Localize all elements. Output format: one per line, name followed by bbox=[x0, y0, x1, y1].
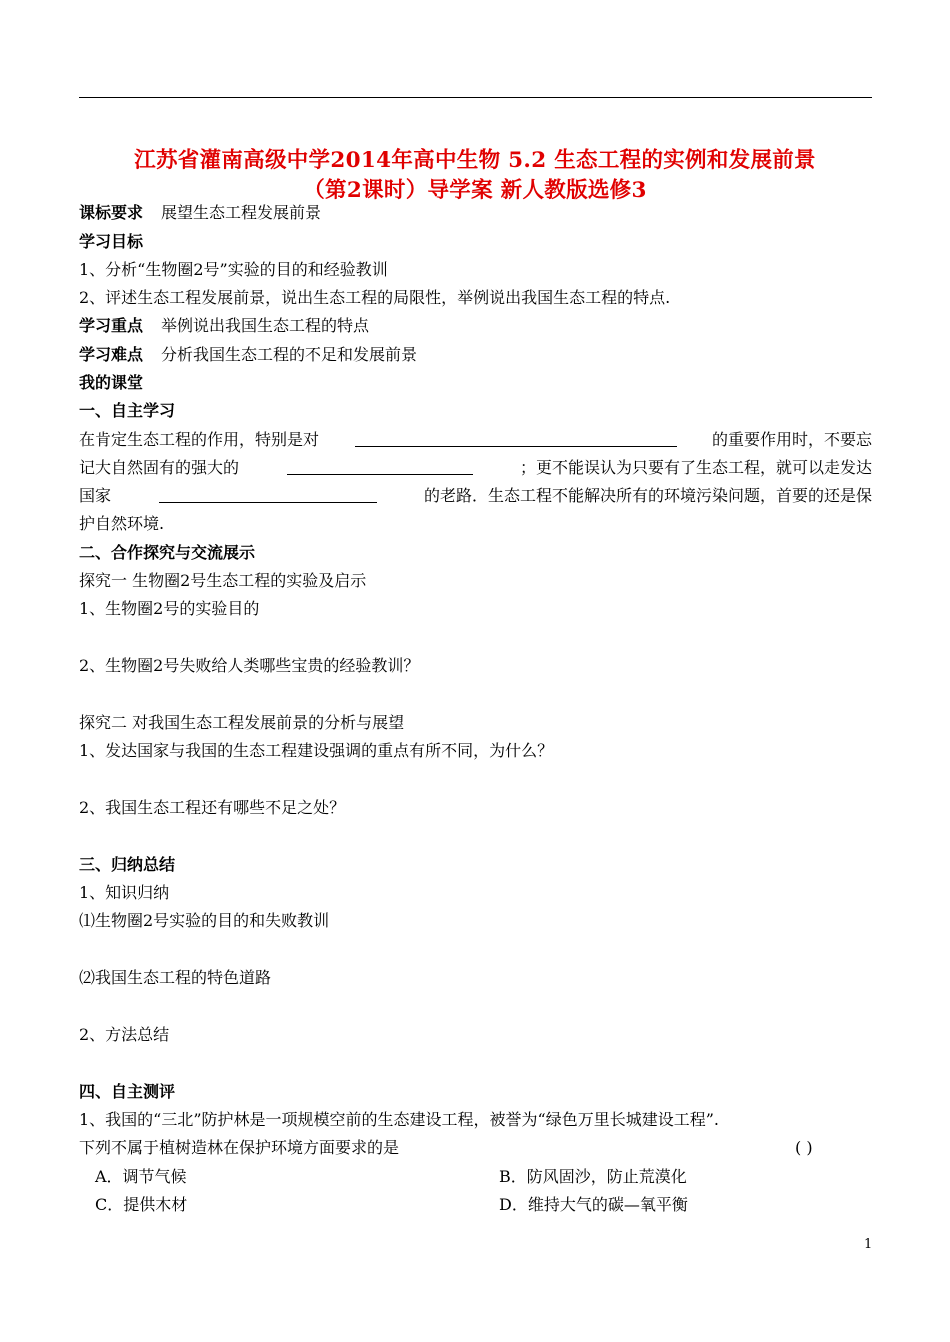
section-4-heading: 四、自主测评 bbox=[79, 1082, 176, 1101]
key-point-row bbox=[79, 316, 369, 336]
option-c[interactable]: C．提供木材 bbox=[95, 1195, 188, 1214]
answer-blank[interactable] bbox=[355, 430, 677, 447]
answer-blank[interactable] bbox=[159, 486, 377, 503]
text-span: 国家 bbox=[79, 486, 112, 505]
option-d[interactable]: D．维持大气的碳—氧平衡 bbox=[499, 1195, 688, 1214]
test-question-1: 1、我国的“三北”防护林是一项规模空前的生态建设工程，被誉为“绿色万里长城建设工程”. bbox=[79, 1110, 719, 1129]
question: 2、我国生态工程还有哪些不足之处？ bbox=[79, 798, 346, 817]
key-point-text: 举例说出我国生态工程的特点 bbox=[161, 316, 370, 335]
inquiry-1-title: 探究一 生物圈2号生态工程的实验及启示 bbox=[79, 571, 367, 590]
section-1-heading: 一、自主学习 bbox=[79, 401, 176, 420]
text-span: 的老路．生态工程不能解决所有的环境污染问题，首要的还是保 bbox=[423, 486, 872, 505]
text-span: 下列不属于植树造林在保护环境方面要求的是 bbox=[79, 1138, 400, 1157]
classroom-heading: 我的课堂 bbox=[79, 373, 144, 392]
option-a[interactable]: A．调节气候 bbox=[95, 1167, 187, 1186]
inquiry-2-title: 探究二 对我国生态工程发展前景的分析与展望 bbox=[79, 713, 405, 732]
fill-blank-line-3 bbox=[79, 486, 872, 506]
requirements-row bbox=[79, 203, 321, 223]
section-2-heading: 二、合作探究与交流展示 bbox=[79, 543, 256, 562]
option-b[interactable]: B．防风固沙，防止荒漠化 bbox=[499, 1167, 687, 1186]
difficulty-text: 分析我国生态工程的不足和发展前景 bbox=[161, 345, 418, 364]
objective-item: 1、分析“生物圈2号”实验的目的和经验教训 bbox=[79, 260, 388, 279]
section-3-heading: 三、归纳总结 bbox=[79, 855, 176, 874]
question: 2、生物圈2号失败给人类哪些宝贵的经验教训？ bbox=[79, 656, 420, 675]
fill-blank-line-1 bbox=[79, 430, 872, 450]
key-point-label: 学习重点 bbox=[79, 316, 144, 335]
text-span: ；更不能误认为只要有了生态工程，就可以走发达 bbox=[519, 458, 872, 477]
question: 1、生物圈2号的实验目的 bbox=[79, 599, 260, 618]
page-number: 1 bbox=[864, 1237, 873, 1252]
options-row-2 bbox=[79, 1195, 872, 1215]
title-line-2: （第2课时）导学案 新人教版选修3 bbox=[303, 178, 647, 203]
requirements-label: 课标要求 bbox=[79, 203, 144, 222]
knowledge-summary: 1、知识归纳 bbox=[79, 883, 170, 902]
title-line-1: 江苏省灌南高级中学2014年高中生物 5.2 生态工程的实例和发展前景 bbox=[134, 148, 816, 173]
header-rule bbox=[79, 97, 872, 98]
difficulty-row bbox=[79, 345, 417, 365]
method-summary: 2、方法总结 bbox=[79, 1025, 170, 1044]
paragraph-end: 护自然环境. bbox=[79, 514, 165, 533]
objective-item: 2、评述生态工程发展前景，说出生态工程的局限性，举例说出我国生态工程的特点. bbox=[79, 288, 671, 307]
test-question-1-cont bbox=[79, 1138, 872, 1158]
requirements-text: 展望生态工程发展前景 bbox=[161, 203, 322, 222]
answer-parentheses[interactable]: ( ) bbox=[795, 1138, 813, 1157]
question: 1、发达国家与我国的生态工程建设强调的重点有所不同，为什么？ bbox=[79, 741, 554, 760]
text-span: 的重要作用时，不要忘 bbox=[711, 430, 872, 449]
text-span: 在肯定生态工程的作用，特别是对 bbox=[79, 430, 320, 449]
objectives-label: 学习目标 bbox=[79, 232, 144, 251]
knowledge-item: ⑴生物圈2号实验的目的和失败教训 bbox=[79, 911, 330, 930]
answer-blank[interactable] bbox=[287, 458, 473, 475]
fill-blank-line-2 bbox=[79, 458, 872, 478]
knowledge-item: ⑵我国生态工程的特色道路 bbox=[79, 968, 272, 987]
text-span: 记大自然固有的强大的 bbox=[79, 458, 240, 477]
options-row-1 bbox=[79, 1167, 872, 1187]
difficulty-label: 学习难点 bbox=[79, 345, 144, 364]
